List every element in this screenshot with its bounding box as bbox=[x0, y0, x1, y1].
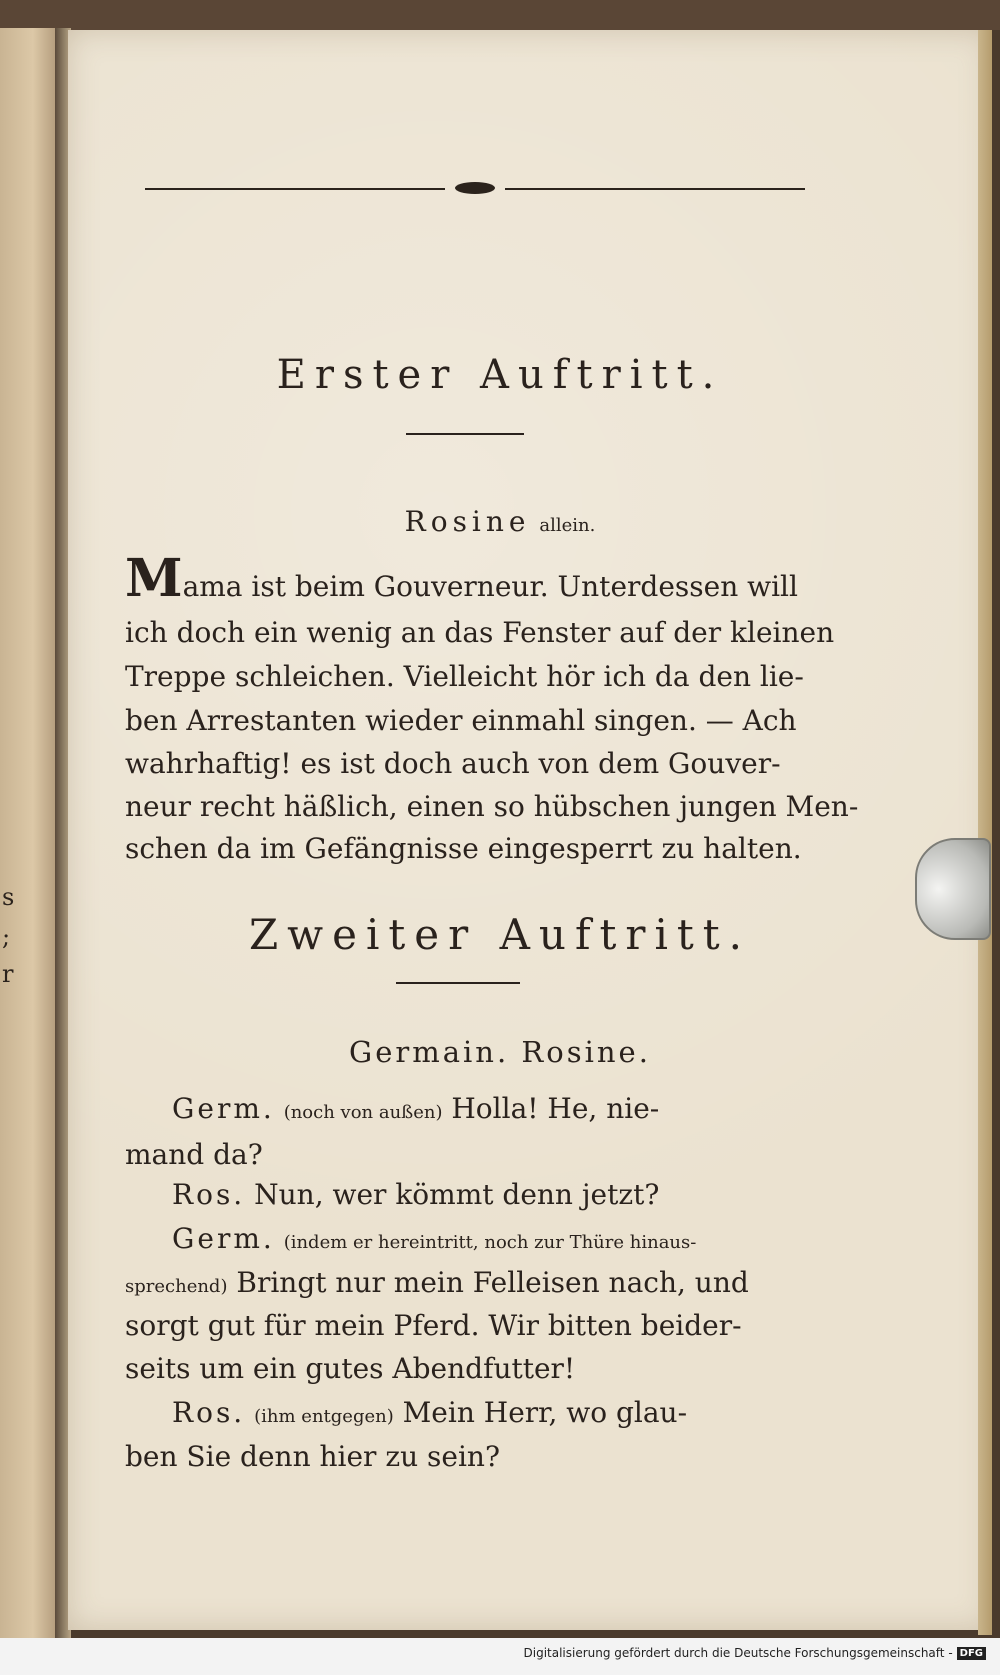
monologue-line-6: neur recht häßlich, einen so hübschen jungen Men- bbox=[125, 790, 859, 823]
left-fragment-3: r bbox=[2, 960, 14, 988]
persons-note: allein. bbox=[539, 515, 596, 536]
dialog-line-7: seits um ein gutes Abendfutter! bbox=[125, 1352, 576, 1385]
speaker-germ: Germ. bbox=[172, 1092, 275, 1125]
dialog-text: Mein Herr, wo glau- bbox=[402, 1396, 688, 1429]
speaker-ros: Ros. bbox=[172, 1178, 246, 1211]
monologue-line-2: ich doch ein wenig an das Fenster auf der kleinen bbox=[125, 616, 835, 649]
speaker-germ: Germ. bbox=[172, 1222, 275, 1255]
monologue-text-1: ama ist beim Gouverneur. Unterdessen will bbox=[182, 570, 798, 603]
heading-rule-2 bbox=[396, 982, 520, 984]
left-fragment-2: ; bbox=[2, 923, 11, 951]
dialog-line-5 bbox=[125, 1266, 749, 1299]
heading-rule-1 bbox=[406, 433, 524, 435]
dialog-line-3 bbox=[172, 1178, 659, 1211]
dialog-line-9: ben Sie denn hier zu sein? bbox=[125, 1440, 500, 1473]
left-page-edge bbox=[0, 28, 55, 1638]
stage-direction: (indem er hereintritt, noch zur Thüre hinaus- bbox=[283, 1232, 697, 1253]
footer-credit bbox=[524, 1646, 987, 1660]
dialog-line-1 bbox=[172, 1092, 659, 1125]
scan-background bbox=[0, 0, 1000, 30]
dialog-text: Nun, wer kömmt denn jetzt? bbox=[254, 1178, 660, 1211]
stage-direction: (ihm entgegen) bbox=[254, 1406, 394, 1427]
monologue-line-4: ben Arrestanten wieder einmahl singen. — Ach bbox=[125, 704, 797, 737]
monologue-line-7: schen da im Gefängnisse eingesperrt zu halten. bbox=[125, 832, 802, 865]
drop-cap: M bbox=[125, 548, 183, 609]
monologue-line-3: Treppe schleichen. Vielleicht hör ich da den lie- bbox=[125, 660, 804, 693]
footer-text: Digitalisierung gefördert durch die Deutsche Forschungsgemeinschaft - bbox=[523, 1646, 953, 1660]
ornamental-rule bbox=[145, 182, 805, 196]
monologue-line-5: wahrhaftig! es ist doch auch von dem Gouver- bbox=[125, 747, 781, 780]
stage-direction: sprechend) bbox=[125, 1276, 228, 1297]
stage-direction: (noch von außen) bbox=[283, 1102, 443, 1123]
dialog-line-4 bbox=[172, 1222, 696, 1255]
scene-heading-2: Zweiter Auftritt. bbox=[248, 910, 751, 959]
page-clip bbox=[915, 838, 991, 940]
monologue-line-1 bbox=[125, 548, 798, 609]
dialog-line-8 bbox=[172, 1396, 687, 1429]
dialog-text: Bringt nur mein Felleisen nach, und bbox=[236, 1266, 749, 1299]
speaker-ros: Ros. bbox=[172, 1396, 246, 1429]
persons-line-2: Germain. Rosine. bbox=[349, 1035, 651, 1069]
scene-heading-1: Erster Auftritt. bbox=[276, 352, 724, 398]
dfg-logo: DFG bbox=[957, 1647, 986, 1660]
dialog-line-6: sorgt gut für mein Pferd. Wir bitten beider- bbox=[125, 1309, 742, 1342]
dialog-line-2: mand da? bbox=[125, 1138, 263, 1171]
book-page bbox=[68, 30, 990, 1630]
persons-main: Rosine bbox=[404, 505, 531, 538]
page-edge bbox=[978, 30, 992, 1635]
dialog-text: Holla! He, nie- bbox=[451, 1092, 660, 1125]
left-fragment-1: s bbox=[2, 883, 15, 911]
persons-line-1 bbox=[0, 505, 1000, 538]
